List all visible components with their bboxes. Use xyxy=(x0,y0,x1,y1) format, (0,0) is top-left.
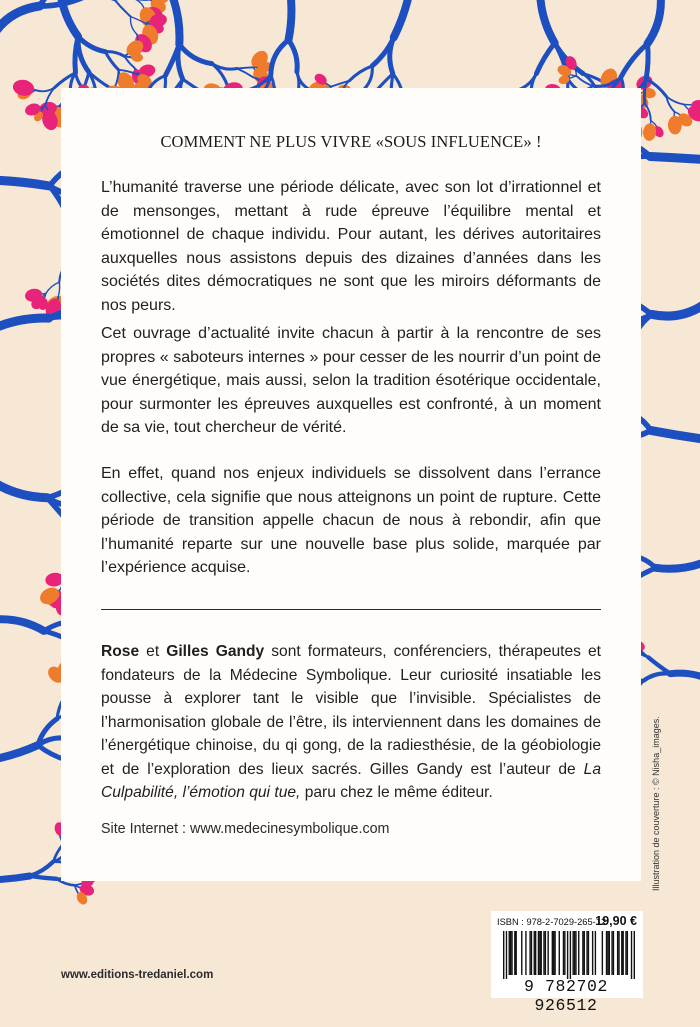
barcode-bar xyxy=(588,931,589,975)
summary-paragraph-2: Cet ouvrage d’actualité invite chacun à partir à la rencontre de ses propres « saboteurs internes » pour cesser de les nourrir d’un point de vue énergétique, mais aussi, selon la tradition ésotérique occidentale, pour surmonter les épreuves auxquelles est confronté, à un moment de sa vie, tout chercheur de vérité. xyxy=(101,325,601,436)
barcode-bar xyxy=(510,931,511,975)
tree-branch xyxy=(289,0,292,40)
barcode-bar xyxy=(602,931,603,975)
barcode-bar xyxy=(541,931,542,975)
ean-digits: 9 782702 926512 xyxy=(523,977,608,1015)
book-price: 19,90 € xyxy=(595,914,637,928)
tree-branch xyxy=(650,157,700,161)
other-book-title: La Culpabilité, l’émotion qui tue, xyxy=(101,760,601,801)
barcode-bar xyxy=(543,931,544,975)
barcode-bar xyxy=(586,931,587,975)
barcode-bar xyxy=(627,931,628,975)
ean-barcode xyxy=(503,931,635,979)
bio-joiner: et xyxy=(139,643,167,660)
barcode-bar xyxy=(574,931,575,975)
barcode-bar xyxy=(607,931,608,975)
barcode-bar xyxy=(554,931,555,975)
barcode-bar xyxy=(578,931,579,975)
barcode-bar xyxy=(545,931,546,975)
barcode-bar xyxy=(511,931,512,975)
tree-branch xyxy=(46,282,59,293)
barcode-bar xyxy=(634,931,635,979)
back-cover-text-panel xyxy=(61,88,641,881)
tree-branch xyxy=(0,619,44,631)
barcode-bar xyxy=(584,931,585,975)
tree-branch xyxy=(237,69,253,78)
section-divider xyxy=(101,609,601,610)
barcode-bar xyxy=(539,931,540,975)
barcode-bar xyxy=(621,931,622,975)
barcode-bar xyxy=(514,931,515,975)
barcode-bar xyxy=(595,931,596,975)
barcode-bar xyxy=(613,931,614,975)
tree-branch xyxy=(0,6,40,40)
tree-branch xyxy=(30,876,57,879)
barcode-bar xyxy=(509,931,510,975)
tree-branch xyxy=(648,657,670,673)
tree-branch xyxy=(671,673,700,680)
barcode-bar xyxy=(552,931,553,975)
tree-branch xyxy=(179,44,212,63)
book-tagline-title: COMMENT NE PLUS VIVRE «SOUS INFLUENCE» ! xyxy=(160,132,542,151)
barcode-bar xyxy=(575,931,576,975)
tree-branch xyxy=(289,40,298,72)
barcode-bar xyxy=(503,931,504,979)
tree-branch xyxy=(75,37,78,73)
author-name-rose: Rose xyxy=(101,643,140,660)
barcode-bar xyxy=(617,931,618,975)
summary-paragraph-1: L’humanité traverse une période délicate, avec son lot d’irrationnel et de mensonges, mettant à rude épreuve l’équilibre mental et émotionnel de chaque individu. Pour autant, les dérives autoritaires auxquelles nous assistons depuis des dizaines d’années dans les sociétés dites démocratiques ne sont que les miroirs déformants de nos peurs. xyxy=(101,179,601,314)
barcode-bar xyxy=(525,931,526,975)
barcode-bar xyxy=(563,931,564,975)
tree-branch xyxy=(271,40,289,75)
tree-branch xyxy=(0,480,47,498)
barcode-bar xyxy=(582,931,583,975)
barcode-bar xyxy=(572,931,573,975)
barcode-bar xyxy=(538,931,539,975)
tree-branch xyxy=(0,745,38,760)
flower-bud xyxy=(11,78,35,98)
tree-branch xyxy=(394,0,410,37)
tree-branch xyxy=(621,44,648,77)
barcode-bar xyxy=(592,931,593,975)
tree-branch xyxy=(648,0,661,44)
isbn-barcode-block xyxy=(491,911,643,1015)
barcode-bar xyxy=(611,931,612,975)
barcode-bar xyxy=(534,931,535,975)
tree-branch xyxy=(646,44,648,79)
barcode-bar xyxy=(521,931,522,975)
barcode-bar xyxy=(631,931,632,979)
tree-branch xyxy=(652,300,700,316)
tree-branch xyxy=(170,0,180,44)
tree-branch xyxy=(0,180,50,186)
barcode-bar xyxy=(564,931,565,975)
barcode-bar xyxy=(531,931,532,975)
barcode-bar xyxy=(529,931,530,975)
barcode-bar xyxy=(570,931,571,979)
tree-branch xyxy=(78,37,105,52)
author-name-gilles: Gilles Gandy xyxy=(166,643,265,660)
tree-branch xyxy=(58,282,60,297)
barcode-bar xyxy=(622,931,623,975)
isbn-number: ISBN : 978-2-7029-265-12 xyxy=(497,917,607,927)
tree-branch xyxy=(30,862,54,876)
barcode-bar xyxy=(618,931,619,975)
tree-branch xyxy=(114,0,130,17)
tree-branch xyxy=(651,431,700,441)
tree-branch xyxy=(60,0,78,37)
tree-branch xyxy=(115,70,119,87)
tree-branch xyxy=(536,43,554,74)
barcode-bar xyxy=(606,931,607,975)
barcode-bar xyxy=(516,931,517,975)
tree-branch xyxy=(237,67,253,68)
tree-branch xyxy=(0,318,49,330)
tree-branch xyxy=(0,876,30,880)
barcode-bar xyxy=(553,931,554,975)
tree-branch xyxy=(643,673,670,680)
barcode-bar xyxy=(625,931,626,975)
cover-credit-text: Illustration de couverture : © Nisha_images. xyxy=(651,716,661,891)
barcode-bar xyxy=(506,931,507,979)
publisher-website: www.editions-tredaniel.com xyxy=(61,969,214,981)
flower-bud xyxy=(642,123,657,142)
bio-text-1: sont formateurs, conférenciers, thérapeutes et fondateurs de la Médecine Symbolique. Leur curiosité insatiable les pousse à explorer tant le visible que l’invisible. Spécialistes de l’harmonisation globale de l’être, ils interviennent dans les domaines de l’énergétique chinoise, du qi gong, de la radiesthésie, de la géobiologie et de l’exploration des lieux sacrés. Gilles Gandy est l’auteur de xyxy=(101,643,601,778)
bio-text-2: paru chez le même éditeur. xyxy=(300,784,493,801)
authors-website-line: Site Internet : www.medecinesymbolique.com xyxy=(101,821,390,837)
tree-branch xyxy=(134,0,144,9)
tree-branch xyxy=(349,66,372,81)
barcode-bar xyxy=(559,931,560,975)
summary-paragraph-3: En effet, quand nos enjeux individuels se dissolvent dans l’errance collective, cela signifie que nous atteignons un point de rupture. Cette période de transition appelle chacun de nous à rebondir, afin que l’humanité reparte sur une nouvelle base plus solide, marquée par l’expérience acquise. xyxy=(101,465,601,576)
barcode-bar xyxy=(609,931,610,975)
tree-branch xyxy=(540,0,555,43)
barcode-bar xyxy=(547,931,548,975)
author-biography xyxy=(101,640,601,805)
barcode-bar xyxy=(567,931,568,979)
barcode-bar xyxy=(535,931,536,975)
tree-branch xyxy=(656,560,700,569)
